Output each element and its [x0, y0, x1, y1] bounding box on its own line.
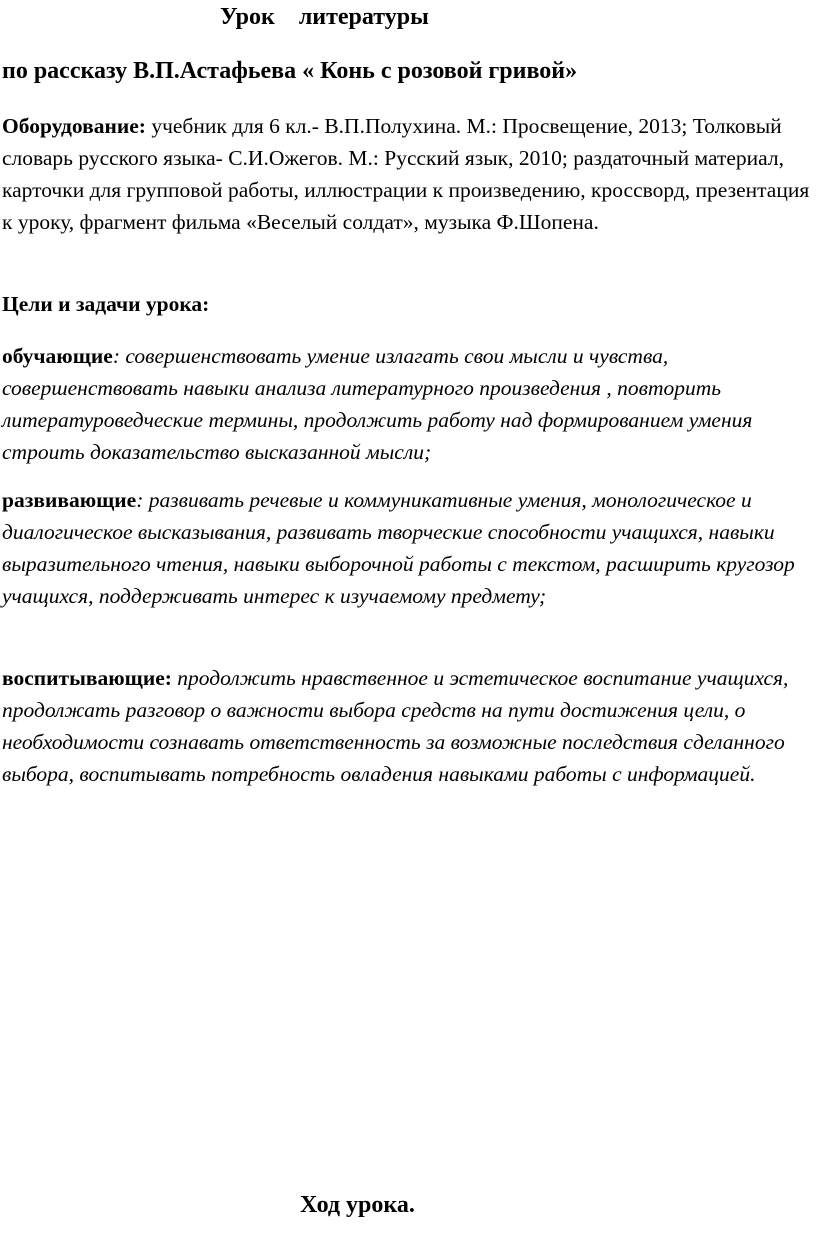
educational-goals-label: обучающие	[2, 344, 113, 368]
educational-goals-colon: :	[112, 344, 120, 368]
developmental-goals-colon: :	[136, 488, 144, 512]
educational-goals-text: совершенствовать умение излагать свои мысли и чувства, совершенствовать навыки анализа литературного произведения , повторить литературоведческие термины, продолжить работу над формированием умения строить доказательство высказанной мысли;	[2, 344, 753, 464]
equipment-text: учебник для 6 кл.- В.П.Полухина. М.: Просвещение, 2013; Толковый словарь русского языка- С.И.Ожегов. М.: Русский язык, 2010; раздаточный материал, карточки для групповой работы, иллюстрации к произведению, кроссворд, презентация к уроку, фрагмент фильма «Веселый солдат», музыка Ф.Шопена.	[2, 114, 810, 234]
upbringing-goals-label: воспитывающие:	[2, 666, 172, 690]
upbringing-goals-paragraph	[2, 662, 814, 790]
equipment-label: Оборудование:	[2, 114, 146, 138]
developmental-goals-label: развивающие	[2, 488, 137, 512]
upbringing-goals-text: продолжить нравственное и эстетическое воспитание учащихся, продолжать разговор о важности выбора средств на пути достижения цели, о необходимости сознавать ответственность за возможные последствия сделанного выбора, воспитывать потребность овладения навыками работы с информацией.	[2, 666, 789, 786]
equipment-paragraph	[2, 110, 814, 238]
educational-goals-paragraph	[2, 340, 814, 468]
lesson-subtitle: по рассказу В.П.Астафьева « Конь с розовой гривой»	[2, 58, 578, 84]
goals-heading: Цели и задачи урока:	[2, 292, 210, 316]
developmental-goals-text: развивать речевые и коммуникативные умения, монологическое и диалогическое высказывания, развивать творческие способности учащихся, навыки выразительного чтения, навыки выборочной работы с текстом, расширить кругозор учащихся, поддерживать интерес к изучаемому предмету;	[2, 488, 795, 608]
lesson-progress-heading: Ход урока.	[300, 1192, 415, 1218]
lesson-title: Урок литературы	[220, 4, 429, 30]
developmental-goals-paragraph	[2, 484, 814, 612]
